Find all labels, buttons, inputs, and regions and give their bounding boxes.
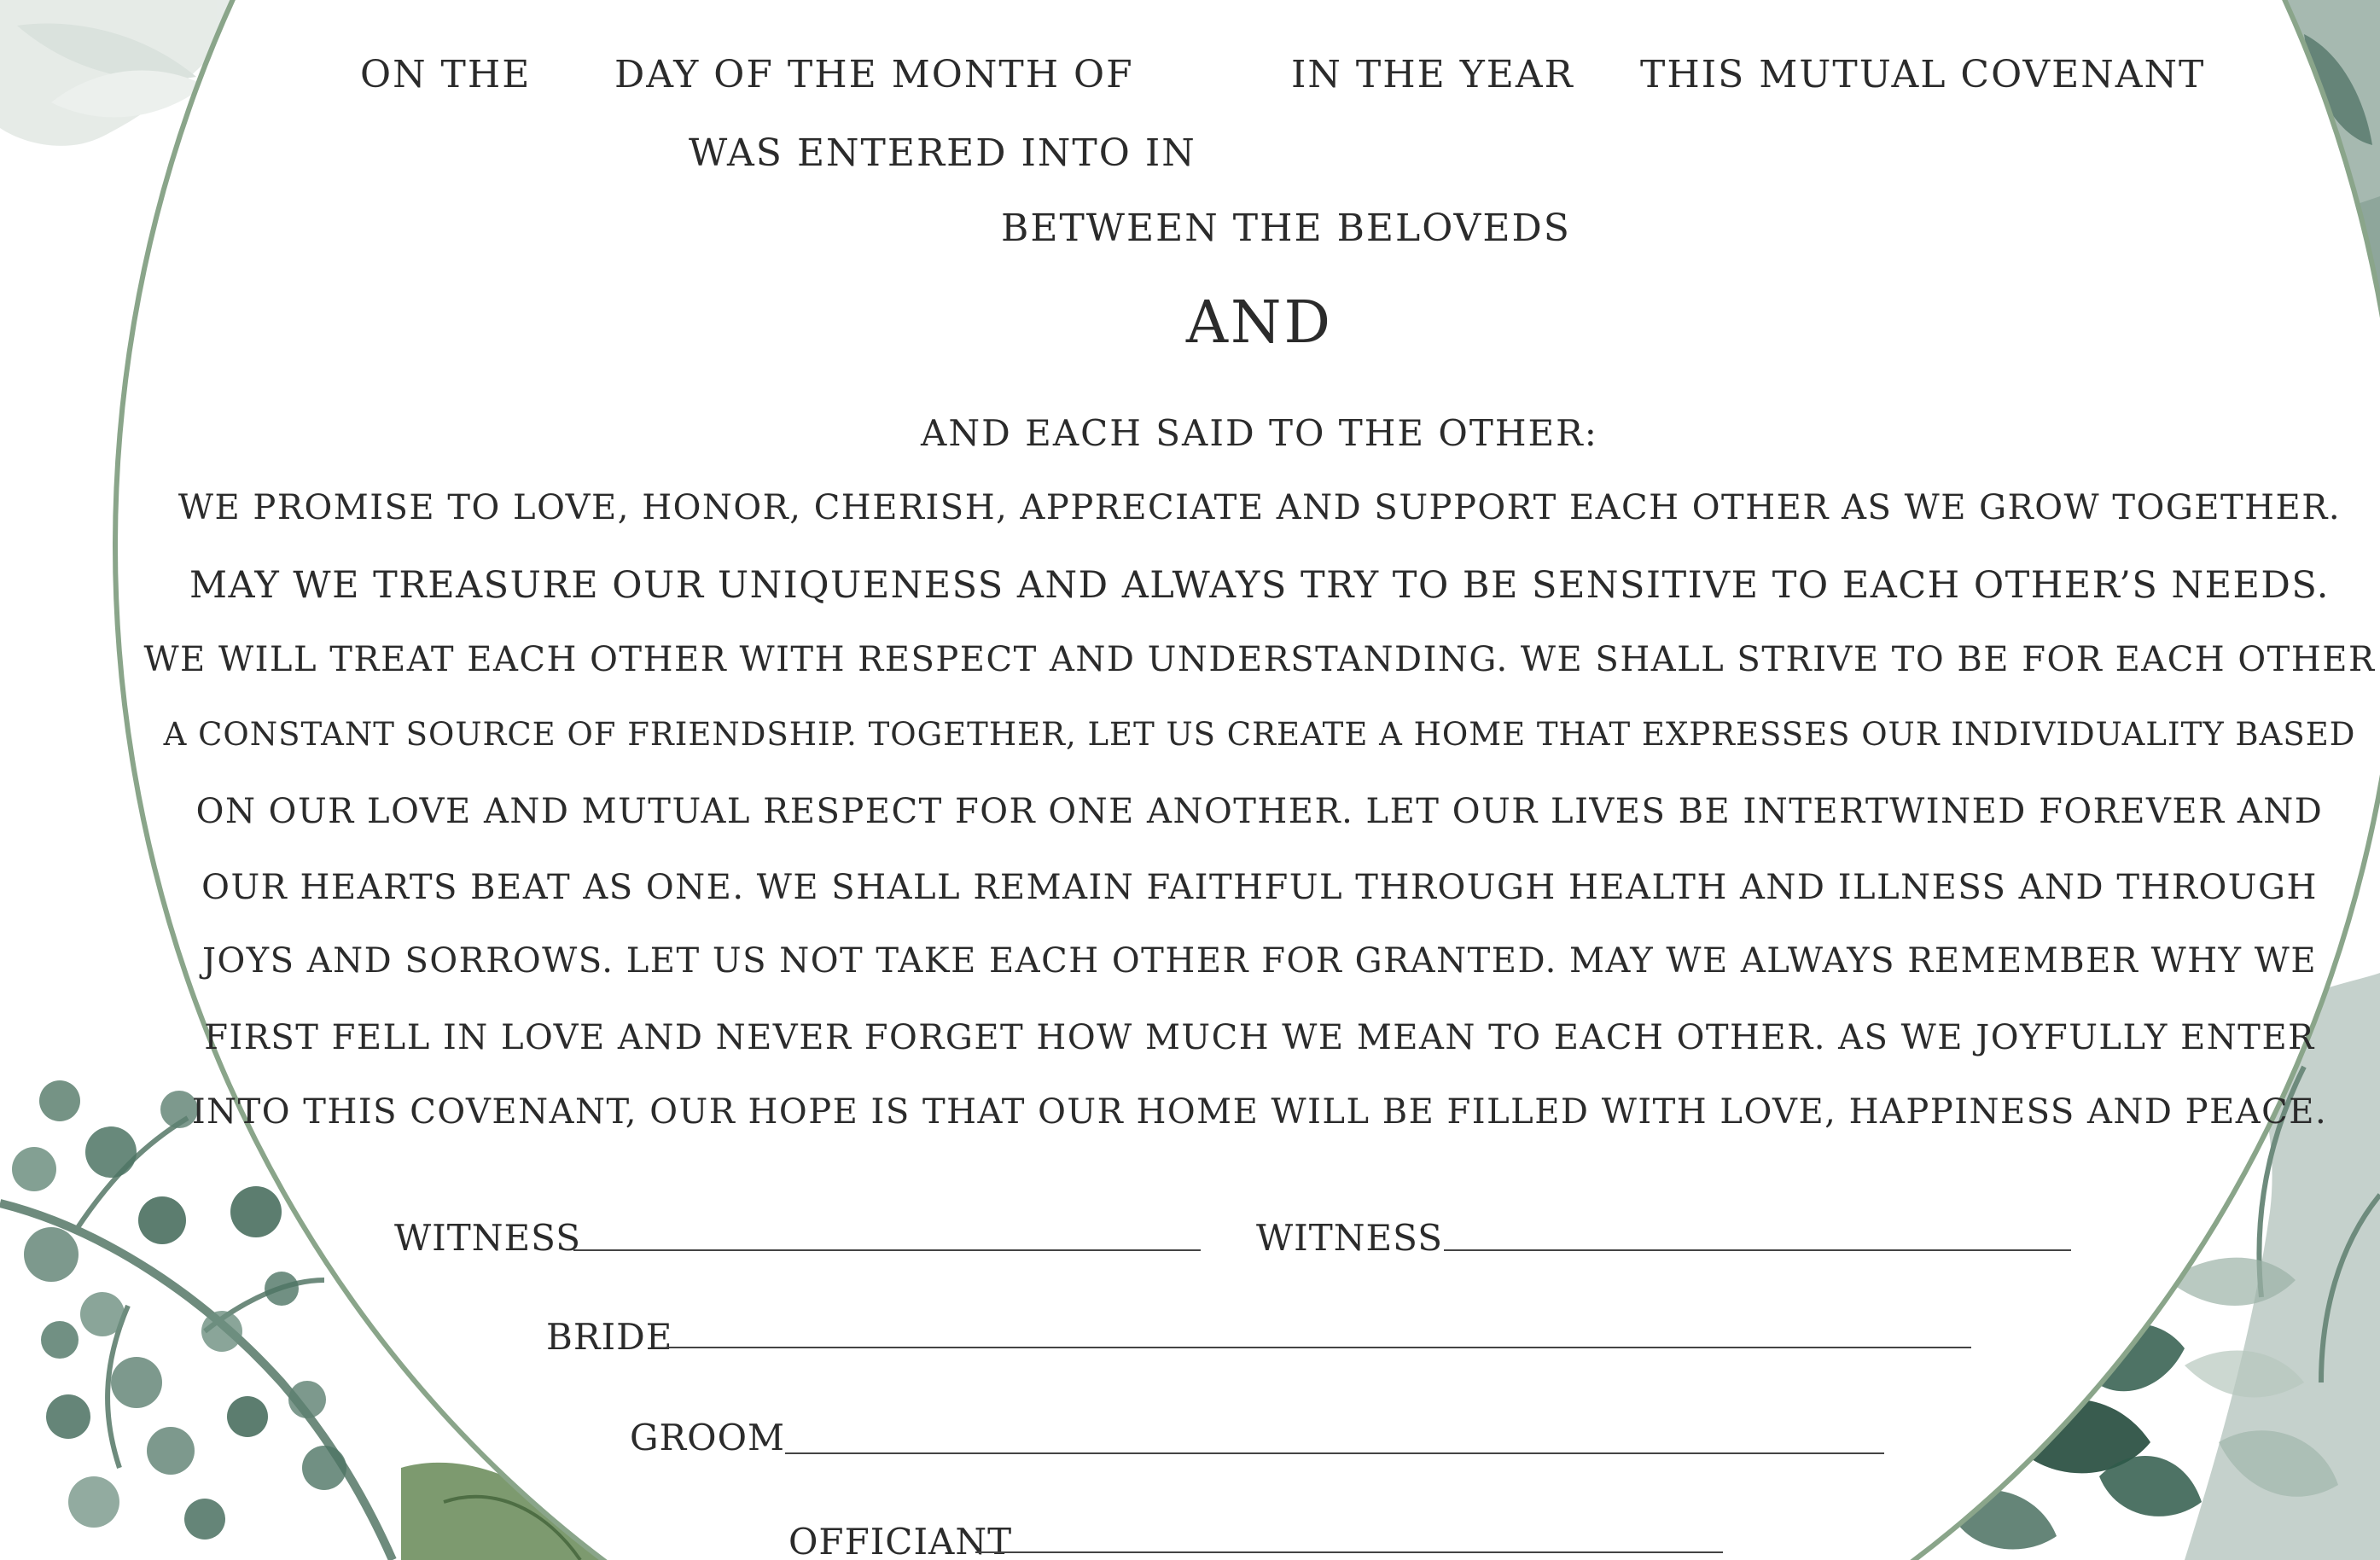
vow-line: MAY WE TREASURE OUR UNIQUENESS AND ALWAYS TRY TO BE SENSITIVE TO EACH OTHER’S NEEDS. [189, 564, 2330, 607]
officiant-label: OFFICIANT [788, 1521, 1013, 1560]
vow-line: ON OUR LOVE AND MUTUAL RESPECT FOR ONE ANOTHER. LET OUR LIVES BE INTERTWINED FOREVER AND [195, 792, 2324, 831]
and-divider: AND [1185, 289, 1334, 357]
vows-lead: AND EACH SAID TO THE OTHER: [921, 412, 1598, 454]
witness-1-label: WITNESS [394, 1217, 581, 1259]
day-of-month-label: DAY OF THE MONTH OF [614, 53, 1134, 96]
witness-1-signature-line[interactable] [573, 1249, 1201, 1251]
vow-line: OUR HEARTS BEAT AS ONE. WE SHALL REMAIN FAITHFUL THROUGH HEALTH AND ILLNESS AND THROUGH [201, 868, 2318, 907]
vow-line: WE WILL TREAT EACH OTHER WITH RESPECT AND UNDERSTANDING. WE SHALL STRIVE TO BE FOR EACH OTHER [143, 640, 2376, 679]
between-beloveds-label: BETWEEN THE BELOVEDS [1001, 207, 1571, 250]
vow-line: JOYS AND SORROWS. LET US NOT TAKE EACH OTHER FOR GRANTED. MAY WE ALWAYS REMEMBER WHY WE [201, 941, 2318, 981]
groom-signature-line[interactable] [785, 1452, 1884, 1454]
bride-label: BRIDE [546, 1316, 673, 1358]
vow-line: INTO THIS COVENANT, OUR HOPE IS THAT OUR HOME WILL BE FILLED WITH LOVE, HAPPINESS AND PEACE. [191, 1092, 2328, 1132]
vow-line: WE PROMISE TO LOVE, HONOR, CHERISH, APPRECIATE AND SUPPORT EACH OTHER AS WE GROW TOGETHER. [177, 488, 2342, 527]
witness-2-signature-line[interactable] [1444, 1249, 2071, 1251]
vow-line: A CONSTANT SOURCE OF FRIENDSHIP. TOGETHER, LET US CREATE A HOME THAT EXPRESSES OUR INDIVIDUALITY BASED [163, 716, 2356, 753]
entered-into-label: WAS ENTERED INTO IN [689, 131, 1196, 175]
this-covenant-label: THIS MUTUAL COVENANT [1640, 53, 2206, 96]
bride-signature-line[interactable] [666, 1347, 1971, 1348]
witness-2-label: WITNESS [1256, 1217, 1443, 1259]
on-the-label: ON THE [360, 53, 532, 96]
officiant-signature-line[interactable] [975, 1551, 1723, 1553]
vow-line: FIRST FELL IN LOVE AND NEVER FORGET HOW MUCH WE MEAN TO EACH OTHER. AS WE JOYFULLY ENTER [204, 1018, 2315, 1057]
groom-label: GROOM [630, 1417, 786, 1458]
in-the-year-label: IN THE YEAR [1291, 53, 1574, 96]
